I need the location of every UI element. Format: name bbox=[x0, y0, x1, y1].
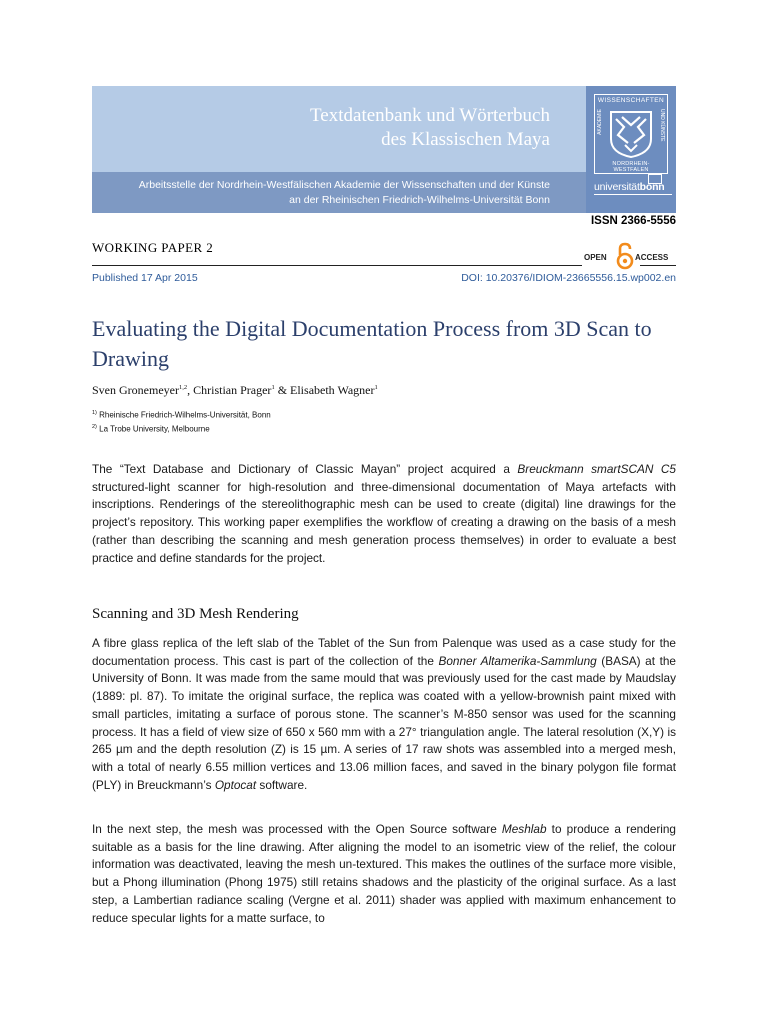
abstract-paragraph bbox=[92, 461, 676, 567]
banner-title bbox=[310, 104, 550, 152]
affiliation-1 bbox=[92, 410, 271, 420]
author-2: , Christian Prager bbox=[187, 383, 272, 397]
para1-italic-1: Bonner Altamerika-Sammlung bbox=[438, 653, 597, 668]
body-paragraph-1 bbox=[92, 635, 676, 794]
published-date: Published 17 Apr 2015 bbox=[92, 272, 198, 284]
author-1: Sven Gronemeyer bbox=[92, 383, 179, 397]
issn: ISSN 2366-5556 bbox=[590, 215, 676, 227]
logo-left-text: AKADEMIE bbox=[597, 109, 603, 135]
banner-title-line1: Textdatenbank und Wörterbuch bbox=[310, 105, 550, 126]
header-rule-right bbox=[640, 265, 676, 266]
para1-italic-2: Optocat bbox=[214, 777, 257, 792]
open-access-lock-icon bbox=[616, 242, 634, 270]
author-1-sup: 1,2 bbox=[178, 384, 188, 391]
abstract-text-2: structured-light scanner for high-resolution and three-dimensional documentation of Maya artefacts with inscriptions. Renderings of the stereolithographic mesh can be used to create (digital) line drawings for the project’s repository. This working paper exemplifies the workflow of creating a drawing on the basis of a mesh (rather than describing the scanning and mesh generation process themselves) in order to evaluate a best practice and define standards for the project. bbox=[92, 479, 676, 565]
author-3: & Elisabeth Wagner bbox=[274, 383, 375, 397]
header-rule bbox=[92, 265, 582, 266]
uni-name-b: bonn bbox=[639, 181, 665, 193]
logo-bottom-text: NORDRHEIN-WESTFALEN bbox=[612, 161, 650, 173]
banner-sub-line1: Arbeitsstelle der Nordrhein-Westfälischen Akademie der Wissenschaften und der Künste bbox=[138, 179, 550, 191]
body-paragraph-2 bbox=[92, 821, 676, 927]
university-bonn-logo bbox=[594, 181, 665, 193]
para1-text-3: software. bbox=[256, 777, 308, 792]
oa-access-text: ACCESS bbox=[635, 253, 669, 262]
author-list bbox=[92, 383, 378, 398]
abstract-text-1: The “Text Database and Dictionary of Classic Mayan” project acquired a bbox=[92, 462, 518, 476]
affiliation-1-text: Rheinische Friedrich-Wilhelms-Universität, Bonn bbox=[96, 410, 271, 420]
academy-logo bbox=[586, 86, 676, 213]
affiliation-1-sup: 1) bbox=[92, 410, 97, 416]
header-banner bbox=[92, 86, 676, 213]
working-paper-label: WORKING PAPER 2 bbox=[92, 240, 214, 255]
logo-top-text: WISSENSCHAFTEN bbox=[597, 97, 665, 104]
oa-open-text: OPEN bbox=[584, 253, 607, 262]
para2-text-1: In the next step, the mesh was processed with the Open Source software bbox=[92, 822, 502, 836]
uni-underline bbox=[594, 194, 672, 195]
uni-name-a: universität bbox=[594, 181, 640, 193]
author-2-sup: 1 bbox=[271, 384, 275, 391]
logo-frame bbox=[594, 94, 668, 174]
paper-title: Evaluating the Digital Documentation Process from 3D Scan to Drawing bbox=[92, 316, 652, 371]
para1-text-1: A fibre glass replica of the left slab of the Tablet of the Sun from Palenque was used as a case study for the documentation process. This cast is part of the collection of the bbox=[92, 636, 676, 668]
affiliation-2 bbox=[92, 424, 210, 434]
banner-subtitle bbox=[139, 178, 550, 208]
banner-title-line2: des Klassischen Maya bbox=[381, 129, 550, 150]
para1-text-2: (BASA) at the University of Bonn. It was made from the same mould that was previously used for the cast made by Maudslay (1889: pl. 87). To imitate the original surface, the replica was coated with a yellow-brownish paint mixed with small particles, imitating a surface of porous stone. The scanner’s M-850 sensor was used for the scanning process. It has a field of view size of 650 x 560 mm with a 27° triangulation angle. The lateral resolution (X,Y) is 265 µm and the depth resolution (Z) is 15 µm. A series of 17 raw shots was assembled into a merged mesh, with a total of nearly 6.55 million vertices and 13.06 million faces, and saved in the binary polygon file format (PLY) in Breuckmann’s bbox=[92, 653, 676, 792]
para2-text-2: to produce a rendering suitable as a basis for the line drawing. After aligning the model to an isometric view of the relief, the colour information was deactivated, leaving the mesh un-textured. This makes the outlines of the surface more visible, but a Phong illumination (Phong 1975) still retains shadows and the plasticity of the original surface. As a last step, a Lambertian radiance scaling (Vergne et al. 2011) shader was applied with maximum enhancement to reduce specular lights for a matte surface, to bbox=[92, 822, 676, 925]
section-heading: Scanning and 3D Mesh Rendering bbox=[92, 606, 299, 622]
affiliation-2-sup: 2) bbox=[92, 424, 97, 430]
para2-italic-1: Meshlab bbox=[501, 822, 547, 836]
doi-link[interactable]: DOI: 10.20376/IDIOM-23665556.15.wp002.en bbox=[461, 272, 676, 284]
academy-emblem-icon bbox=[608, 109, 654, 159]
banner-sub-line2: an der Rheinischen Friedrich-Wilhelms-Universität Bonn bbox=[289, 194, 550, 206]
logo-right-text: UND KÜNSTE bbox=[659, 109, 665, 142]
affiliation-2-text: La Trobe University, Melbourne bbox=[96, 424, 210, 434]
author-3-sup: 1 bbox=[374, 384, 378, 391]
abstract-italic-1: Breuckmann smartSCAN C5 bbox=[517, 462, 676, 476]
